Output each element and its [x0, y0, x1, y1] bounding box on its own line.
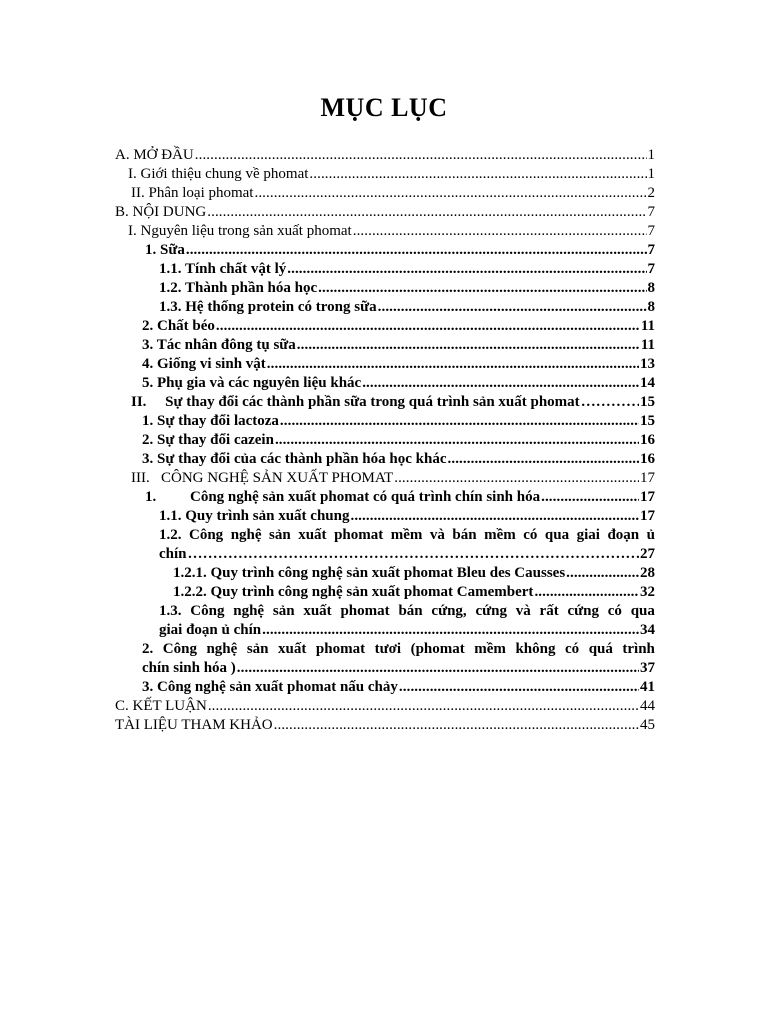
- toc-entry-giong-vsv[interactable]: [111, 355, 655, 374]
- toc-label: A. MỞ ĐẦU: [115, 147, 194, 163]
- dot-leader: [318, 279, 646, 298]
- toc-label: B. NỘI DUNG: [115, 204, 207, 220]
- dot-leader: [566, 564, 639, 583]
- toc-page-number: 32: [640, 584, 655, 600]
- toc-page-number: 15: [640, 413, 655, 429]
- toc-page-number: 17: [640, 470, 655, 486]
- toc-entry-ket-luan[interactable]: [111, 697, 655, 716]
- toc-label-line1: 1.3. Công nghệ sản xuất phomat bán cứng, cứng và rất cứng có qua: [159, 603, 655, 619]
- dot-leader: [350, 507, 639, 526]
- toc-label: 2. Sự thay đổi cazein: [142, 432, 274, 448]
- toc-page-number: 11: [640, 337, 655, 353]
- dot-leader: [262, 621, 639, 640]
- toc-page-number: 14: [640, 375, 655, 391]
- toc-label: I. Nguyên liệu trong sản xuất phomat: [128, 223, 352, 239]
- toc-entry-camembert[interactable]: [111, 583, 655, 602]
- toc-page-number: 7: [647, 223, 655, 239]
- dot-leader: [362, 374, 639, 393]
- toc-label-line1: 1.2. Công nghệ sản xuất phomat mềm và bán mềm có qua giai đoạn ủ: [159, 527, 655, 543]
- toc-label: 3. Sự thay đổi của các thành phần hóa học khác: [142, 451, 447, 467]
- toc-label: 1.3. Hệ thống protein có trong sữa: [159, 299, 377, 315]
- toc-page-number: 45: [640, 717, 655, 733]
- toc-page-number: 27: [640, 546, 655, 562]
- dot-leader: [237, 659, 639, 678]
- toc-entry-phu-gia[interactable]: [111, 374, 655, 393]
- toc-label: 5. Phụ gia và các nguyên liệu khác: [142, 375, 362, 391]
- toc-page-number: 15: [640, 394, 655, 410]
- toc-entry-tinh-chat[interactable]: [111, 260, 655, 279]
- dot-leader: [394, 469, 639, 488]
- toc-label-line2: [111, 545, 655, 564]
- dot-leader: [534, 583, 639, 602]
- toc-page-number: 16: [640, 432, 655, 448]
- toc-label-line2: [111, 621, 655, 640]
- dot-leader: [541, 488, 639, 507]
- dot-leader: [207, 203, 646, 222]
- toc-entry-cong-nghe[interactable]: [111, 469, 655, 488]
- toc-page-number: 8: [647, 280, 655, 296]
- toc-label: I. Giới thiệu chung về phomat: [128, 166, 309, 182]
- toc-page-number: 7: [647, 204, 655, 220]
- toc-page-number: 41: [640, 679, 655, 695]
- toc-page-number: 1: [647, 147, 655, 163]
- dot-leader: [399, 678, 639, 697]
- dot-leader: [188, 545, 639, 564]
- toc-page-number: 17: [640, 508, 655, 524]
- toc-page-number: 7: [647, 261, 655, 277]
- dot-leader: [254, 184, 646, 203]
- dot-leader: [195, 146, 647, 165]
- toc-entry-lactoza[interactable]: [111, 412, 655, 431]
- toc-label: 4. Giống vi sinh vật: [142, 356, 266, 372]
- dot-leader: [378, 298, 647, 317]
- toc-entry-ban-cung[interactable]: [111, 602, 655, 640]
- toc-entry-thanh-phan[interactable]: [111, 279, 655, 298]
- toc-entry-protein[interactable]: [111, 298, 655, 317]
- toc-entry-quy-trinh-chung[interactable]: [111, 507, 655, 526]
- dot-leader: [287, 260, 646, 279]
- toc-label: TÀI LIỆU THAM KHẢO: [115, 717, 273, 733]
- toc-label-line2: [111, 659, 655, 678]
- toc-page-number: 13: [640, 356, 655, 372]
- toc-label: chín sinh hóa ): [142, 660, 236, 676]
- dot-leader: [297, 336, 640, 355]
- toc-page-number: 28: [640, 565, 655, 581]
- toc-label: 2. Chất béo: [142, 318, 215, 334]
- table-of-contents: [111, 146, 655, 735]
- toc-entry-phomat-tuoi[interactable]: [111, 640, 655, 678]
- toc-entry-gioi-thieu[interactable]: [111, 165, 655, 184]
- toc-entry-bleu-des-causses[interactable]: [111, 564, 655, 583]
- dot-leader: [275, 431, 639, 450]
- dot-leader: [216, 317, 640, 336]
- toc-entry-chin-sinh-hoa[interactable]: [111, 488, 655, 507]
- toc-label: giai đoạn ủ chín: [159, 622, 262, 638]
- toc-label: 1.2.2. Quy trình công nghệ sản xuất phomat Camembert: [173, 584, 534, 600]
- page-title: MỤC LỤC: [320, 93, 448, 122]
- toc-label: C. KẾT LUẬN: [115, 698, 207, 714]
- toc-label: 3. Tác nhân đông tụ sữa: [142, 337, 296, 353]
- dot-leader: [309, 165, 646, 184]
- dot-leader: [280, 412, 639, 431]
- toc-label: II. Phân loại phomat: [131, 185, 254, 201]
- toc-page-number: 16: [640, 451, 655, 467]
- dot-leader: [581, 393, 639, 412]
- dot-leader: [186, 241, 647, 260]
- toc-page-number: 11: [640, 318, 655, 334]
- toc-entry-mo-dau[interactable]: [111, 146, 655, 165]
- toc-entry-noi-dung[interactable]: [111, 203, 655, 222]
- toc-page-number: 7: [647, 242, 655, 258]
- toc-entry-tai-lieu[interactable]: [111, 716, 655, 735]
- toc-page-number: 8: [647, 299, 655, 315]
- dot-leader: [267, 355, 639, 374]
- toc-label: 1.1. Quy trình sản xuất chung: [159, 508, 350, 524]
- toc-label-line1: 2. Công nghệ sản xuất phomat tươi (phomat mềm không có quá trình: [142, 641, 655, 657]
- dot-leader: [448, 450, 640, 469]
- toc-label: 3. Công nghệ sản xuất phomat nấu chảy: [142, 679, 398, 695]
- toc-entry-phan-loai[interactable]: [111, 184, 655, 203]
- toc-entry-su-thay-doi[interactable]: [111, 393, 655, 412]
- toc-label: 1. Sữa: [145, 242, 185, 258]
- toc-label: 1.1. Tính chất vật lý: [159, 261, 287, 277]
- toc-page-number: 37: [640, 660, 655, 676]
- toc-label: 1. Sự thay đổi lactoza: [142, 413, 279, 429]
- dot-leader: [353, 222, 647, 241]
- toc-page-number: 1: [647, 166, 655, 182]
- toc-entry-nau-chay[interactable]: [111, 678, 655, 697]
- toc-label: 1.2. Thành phần hóa học: [159, 280, 318, 296]
- toc-entry-sua[interactable]: [111, 241, 655, 260]
- toc-label: 1.2.1. Quy trình công nghệ sản xuất phomat Bleu des Causses: [173, 565, 566, 581]
- toc-entry-nguyen-lieu[interactable]: [111, 222, 655, 241]
- toc-entry-phomat-mem[interactable]: [111, 526, 655, 564]
- dot-leader: [208, 697, 639, 716]
- toc-page-number: 34: [640, 622, 655, 638]
- toc-page-number: 2: [647, 185, 655, 201]
- toc-page-number: 44: [640, 698, 655, 714]
- toc-entry-cazein[interactable]: [111, 431, 655, 450]
- toc-label: II. Sự thay đổi các thành phần sữa trong quá trình sản xuất phomat: [131, 394, 580, 410]
- toc-label: III. CÔNG NGHỆ SẢN XUẤT PHOMAT: [131, 470, 394, 486]
- toc-entry-chat-beo[interactable]: [111, 317, 655, 336]
- toc-entry-tac-nhan[interactable]: [111, 336, 655, 355]
- dot-leader: [274, 716, 639, 735]
- toc-page-number: 17: [640, 489, 655, 505]
- toc-entry-thanh-phan-khac[interactable]: [111, 450, 655, 469]
- toc-label: 1. Công nghệ sản xuất phomat có quá trình chín sinh hóa: [145, 489, 541, 505]
- toc-label: chín: [159, 546, 187, 562]
